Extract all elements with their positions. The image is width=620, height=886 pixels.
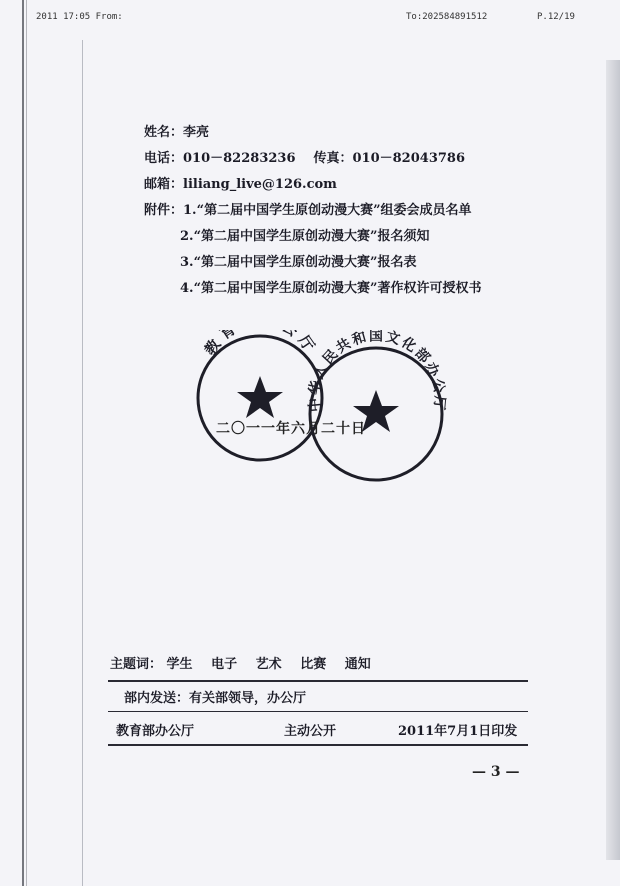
contact-block: [144, 120, 482, 302]
issue-date: 二〇一一年六月二十日: [216, 421, 366, 437]
contact-name: 姓名：李亮: [144, 125, 210, 140]
attachment-item: 3.“第二届中国学生原创动漫大赛”报名表: [180, 255, 417, 270]
page-number: — 3 —: [472, 764, 520, 780]
fax-header-to: To:202584891512: [406, 12, 488, 22]
attachment-item-1-row: [144, 198, 482, 224]
seal-left-text: 教 厅: [201, 331, 321, 359]
footer-printed-date: 2011年7月1日印发: [398, 724, 518, 739]
keywords-row: [110, 653, 385, 672]
distribution: 部内发送：有关部领导，办公厅: [124, 691, 307, 706]
keyword-item: 艺术: [255, 657, 282, 672]
attachment-item: 2.“第二届中国学生原创动漫大赛”报名须知: [180, 229, 430, 244]
contact-phone-fax-row: [144, 146, 482, 172]
scan-edge-left-secondary: [26, 0, 27, 886]
keyword-item: 学生: [166, 657, 193, 672]
divider-bottom: [108, 744, 528, 746]
footer-disclosure: 主动公开: [284, 724, 337, 739]
divider-top: [108, 680, 528, 682]
scan-edge-right: [606, 60, 620, 860]
contact-phone: 电话：010－82283236: [144, 151, 296, 166]
fax-header-page: P.12/19: [537, 12, 575, 22]
official-seals: [190, 330, 450, 490]
seals-graphic: [190, 330, 450, 490]
keywords-label: 主题词：: [110, 657, 163, 672]
footer-row: [116, 720, 526, 740]
scan-edge-left: [22, 0, 24, 886]
seal-right-text: 中华人民共和国文化部办公厅: [306, 330, 448, 413]
keyword-item: 比赛: [300, 657, 327, 672]
seal-right: [306, 330, 448, 480]
fax-header: [0, 12, 620, 26]
fax-header-from: 2011 17:05 From:: [36, 12, 123, 22]
footer-office: 教育部办公厅: [116, 724, 195, 739]
keyword-item: 通知: [344, 657, 371, 672]
attachment-item: 4.“第二届中国学生原创动漫大赛”著作权许可授权书: [180, 281, 482, 296]
contact-fax: 传真：010－82043786: [313, 151, 465, 166]
divider-middle: [108, 711, 528, 712]
seal-left: [198, 330, 322, 460]
margin-line: [82, 40, 83, 886]
seal-left-star-icon: [237, 376, 283, 418]
contact-email: 邮箱：liliang_live@126.com: [144, 177, 337, 192]
attachments-label: 附件：: [144, 203, 184, 218]
keyword-item: 电子: [211, 657, 238, 672]
attachment-item: 1.“第二届中国学生原创动漫大赛”组委会成员名单: [183, 203, 472, 218]
